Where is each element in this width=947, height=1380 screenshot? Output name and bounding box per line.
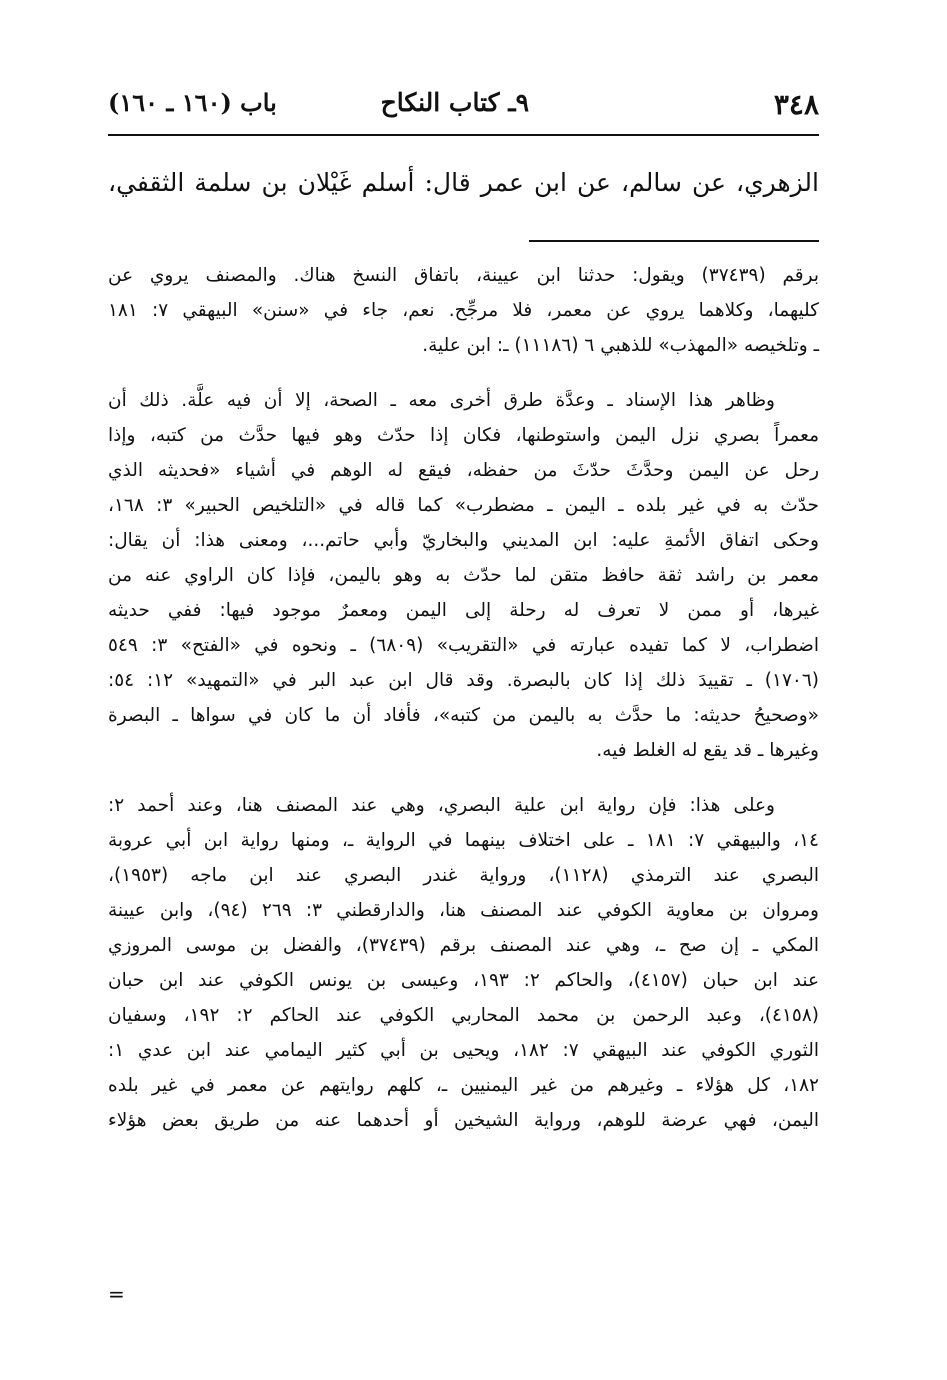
footnotes <box>108 258 819 1158</box>
footnote-line: وحكى اتفاق الأئمةِ عليه: ابن المديني والبخاريّ وأبي حاتم...، ومعنى هذا: أن يقال: <box>108 530 819 551</box>
footnote-line: (١٧٠٦) ـ تقييدَ ذلك إذا كان بالبصرة. وقد قال ابن عبد البر في «التمهيد» ١٢: ٥٤: <box>108 670 819 691</box>
continuation-mark: = <box>108 1282 125 1306</box>
footnote-line: «وصحيحُ حديثه: ما حدَّث به باليمن من كتبه»، فأفاد أن ما كان في سواها ـ البصرة <box>108 705 819 726</box>
page-number: ٣٤٨ <box>773 88 819 121</box>
footnote-line: برقم (٣٧٤٣٩) ويقول: حدثنا ابن عيينة، باتفاق النسخ هناك. والمصنف يروي عن <box>108 265 819 286</box>
footnote-paragraph <box>108 383 819 768</box>
footnote-line: كليهما، وكلاهما يروي عن معمر، فلا مرجِّح. نعم، جاء في «سنن» البيهقي ٧: ١٨١ <box>108 300 819 321</box>
header-divider <box>108 134 819 136</box>
footnote-line: معمراً بصري نزل اليمن واستوطنها، فكان إذا حدّث وهو فيها حدَّث من كتبه، وإذا <box>108 425 819 446</box>
footnote-line: غيرها، أو ممن لا تعرف له رحلة إلى اليمن ومعمرٌ موجود فيها: ففي حديثه <box>108 600 819 621</box>
page-header <box>108 88 819 128</box>
footnote-line: ١٨٢، كل هؤلاء ـ وغيرهم من غير اليمنيين ـ، كلهم روايتهم عن معمر في غير بلده <box>108 1075 819 1096</box>
footnote-line: عند ابن حبان (٤١٥٧)، والحاكم ٢: ١٩٣، وعيسى بن يونس الكوفي عند ابن حبان <box>108 970 820 991</box>
footnote-line: ومروان بن معاوية الكوفي عند المصنف هنا، والدارقطني ٣: ٢٦٩ (٩٤)، وابن عيينة <box>108 900 819 921</box>
chapter-label: باب (١٦٠ ـ ١٦٠) <box>108 88 277 117</box>
footnote-line: حدّث به في غير بلده ـ اليمن ـ مضطرب» كما قاله في «التلخيص الحبير» ٣: ١٦٨، <box>108 495 819 516</box>
footnote-line: (٤١٥٨)، وعبد الرحمن بن محمد المحاربي الكوفي عند الحاكم ٢: ١٩٢، وسفيان <box>108 1005 819 1026</box>
main-text: الزهري، عن سالم، عن ابن عمر قال: أسلم غَيْلان بن سلمة الثقفي، <box>108 168 819 197</box>
footnote-line: ١٤، والبيهقي ٧: ١٨١ ـ على اختلاف بينهما في الرواية ـ، ومنها رواية ابن أبي عروبة <box>108 830 819 851</box>
book-title: ٩ـ كتاب النكاح <box>380 88 529 117</box>
footnote-divider <box>529 240 819 242</box>
footnote-line: اليمن، فهي عرضة للوهم، ورواية الشيخين أو أحدهما عنه من طريق بعض هؤلاء <box>108 1110 819 1131</box>
footnote-line: وظاهر هذا الإسناد ـ وعدَّة طرق أخرى معه ـ الصحة، إلا أن فيه علَّة. ذلك أن <box>108 390 775 411</box>
footnote-line: المكي ـ إن صح ـ، وهي عند المصنف برقم (٣٧٤٣٩)، والفضل بن موسى المروزي <box>108 935 820 956</box>
footnote-line: وعلى هذا: فإن رواية ابن علية البصري، وهي عند المصنف هنا، وعند أحمد ٢: <box>108 795 775 816</box>
footnote-line: معمر بن راشد ثقة حافظ متقن لما حدّث به وهو باليمن، فإذا كان الراوي عنه من <box>108 565 819 586</box>
footnote-line: البصري عند الترمذي (١١٢٨)، ورواية غندر البصري عند ابن ماجه (١٩٥٣)، <box>108 865 819 886</box>
footnote-paragraph <box>108 258 819 363</box>
footnote-line: الثوري الكوفي عند البيهقي ٧: ١٨٢، ويحيى بن أبي كثير اليمامي عند ابن عدي ١: <box>108 1040 820 1061</box>
footnote-line: اضطراب، لا كما تفيده عبارته في «التقريب» (٦٨٠٩) ـ ونحوه في «الفتح» ٣: ٥٤٩ <box>108 635 819 656</box>
footnote-line: ـ وتلخيصه «المهذب» للذهبي ٦ (١١١٨٦) ـ: ابن علية. <box>422 335 819 356</box>
footnote-line: رحل عن اليمن وحدَّثَ حدّثَ من حفظه، فيقع له الوهم في أشياء «فحديثه الذي <box>108 460 819 481</box>
footnote-paragraph <box>108 788 819 1138</box>
footnote-line: وغيرها ـ قد يقع له الغلط فيه. <box>596 740 819 761</box>
